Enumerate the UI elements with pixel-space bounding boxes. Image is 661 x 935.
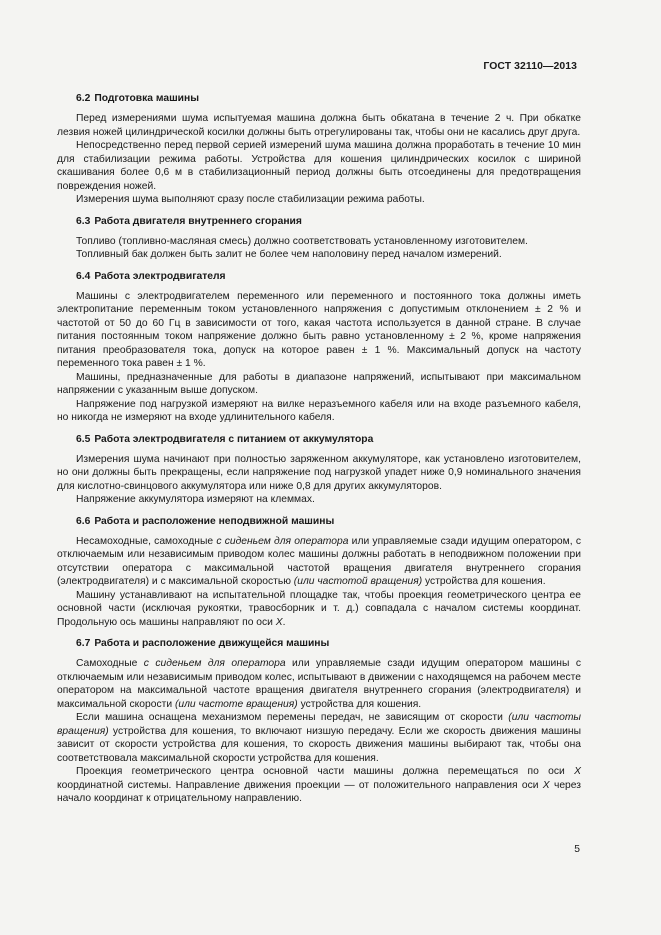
text-run: Машины с электродвигателем переменного или переменного и постоянного тока должны иметь электропитание переменным током установленного напряжения с допустимым отклонением ± 2 % и частотой от 50 до 60 Гц в зависимости от того, какая частота используется в данной стране. В случае питания постоянным током напряжение должно быть равно установленному ± 2 %, кроме напряжения питания преобразователя тока, допуск на которое равен ± 1 %. Максимальный допуск на частоту переменного тока равен ± 1 %. [57, 290, 581, 369]
text-run: Топливный бак должен быть залит не более чем наполовину перед началом измерений. [76, 249, 502, 260]
section-number: 6.4 [76, 270, 91, 282]
text-run: Машины, предназначенные для работы в диапазоне напряжений, испытывают при максимальном напряжении с указанным выше допуском. [57, 371, 581, 396]
text-run: Топливо (топливно-масляная смесь) должно соответствовать установленному изготовителем. [76, 235, 528, 247]
text-run: . [282, 616, 286, 628]
page-number: 5 [574, 844, 580, 855]
paragraph [57, 657, 581, 711]
paragraph [57, 453, 581, 494]
text-run: устройства для кошения. [297, 698, 422, 710]
text-run: Измерения шума выполняют сразу после стабилизации режима работы. [76, 194, 425, 205]
section-title [57, 637, 581, 650]
text-run: или управляемые сзади идущим оператором, с отключаемым или независимым приводом колес машины должны работать в неподвижном положении при отсутствии оператора с максимальной частотой вращения двигателя внутреннего сгорания (электродвигателя) и с максимальной скоростью [57, 535, 581, 587]
paragraph [57, 139, 581, 193]
section-title-text: Работа электродвигателя [94, 270, 226, 282]
italic-text-run: X [574, 766, 581, 777]
italic-text-run: с сиденьем для оператора [216, 535, 349, 547]
text-run: Непосредственно перед первой серией измерений шума машина должна проработать в течение 10 мин для стабилизации режима работы. Устройства для кошения цилиндрических косилок с шириной скашивания более 0,6 м в стабилизационный период должны быть отсоединены для предотвращения повреждения ножей. [57, 140, 581, 192]
paragraph [57, 235, 581, 249]
section-number: 6.7 [76, 638, 91, 649]
italic-text-run: (или частоте вращения) [174, 698, 298, 710]
text-run: Самоходные [76, 658, 144, 669]
section-6-2 [57, 92, 581, 207]
section-number: 6.5 [76, 433, 91, 445]
section-6-5 [57, 433, 581, 507]
text-run: координатной системы. Направление движения проекции — от положительного направления оси [57, 779, 543, 791]
section-title [57, 270, 581, 283]
section-title [57, 215, 581, 228]
text-run: Измерения шума начинают при полностью заряженном аккумуляторе, как установлено изготовителем, но они должны быть прекращены, если напряжение под нагрузкой упадет ниже 0,9 номинального значения для кислотно-свинцового аккумулятора или ниже 0,8 для других аккумуляторов. [57, 453, 581, 492]
section-title-text: Работа электродвигателя с питанием от аккумулятора [94, 433, 374, 445]
paragraph [57, 535, 581, 589]
paragraph [57, 398, 581, 425]
italic-text-run: с сиденьем для оператора [143, 658, 286, 669]
section-title-text: Подготовка машины [94, 93, 200, 104]
section-number: 6.2 [76, 93, 91, 104]
text-run: Несамоходные, самоходные [76, 535, 217, 547]
italic-text-run: (или частотой вращения) [293, 576, 423, 587]
document-body [57, 92, 581, 814]
paragraph [57, 493, 581, 507]
paragraph [57, 711, 581, 765]
text-run: Машину устанавливают на испытательной площадке так, чтобы проекция геометрического центра ее основной части (исключая рукоятки, травосборник и т. д.) совпадала с началом системы координат. Продольную ось машины направляют по оси [57, 589, 581, 628]
section-title-text: Работа и расположение неподвижной машины [94, 515, 335, 527]
paragraph [57, 589, 581, 630]
italic-text-run: (или частоты вращения) [57, 712, 581, 737]
text-run: через начало координат к отрицательному направлению. [57, 779, 581, 804]
text-run: устройства для кошения, то включают низшую передачу. Если же скорость движения машины зависит от скорости устройства для кошения, то скорость движения машины выбирают так, чтобы она соответствовала максимальной скорости устройства для кошения. [57, 725, 581, 764]
section-title [57, 433, 581, 446]
text-run: Напряжение под нагрузкой измеряют на вилке неразъемного кабеля или на входе разъемного кабеля, но никогда не измеряют на входе удлинительного кабеля. [57, 398, 581, 423]
paragraph [57, 371, 581, 398]
text-run: устройства для кошения. [422, 576, 546, 587]
section-6-4 [57, 270, 581, 425]
section-title [57, 92, 581, 105]
paragraph [57, 290, 581, 371]
text-run: Перед измерениями шума испытуемая машина должна быть обкатана в течение 2 ч. При обкатке лезвия ножей цилиндрической косилки должны быть отрегулированы так, чтобы они не касались друг друга. [57, 113, 581, 138]
italic-text-run: X [275, 616, 283, 628]
section-6-3 [57, 215, 581, 262]
section-6-7 [57, 637, 581, 806]
standard-header: ГОСТ 32110—2013 [483, 61, 577, 72]
text-run: Проекция геометрического центра основной части машины должна перемещаться по оси [76, 766, 575, 777]
section-title-text: Работа и расположение движущейся машины [94, 638, 330, 649]
section-title [57, 515, 581, 528]
text-run: или управляемые сзади идущим оператором машины с отключаемым или независимым приводом колес, испытывают в движении с находящемся на рабочем месте оператором на максимальной частоте вращения двигателя внутреннего сгорания (электродвигателя) и максимальной скорости [57, 658, 582, 710]
text-run: Если машина оснащена механизмом перемены передач, не зависящим от скорости [76, 712, 509, 723]
paragraph [57, 765, 581, 806]
text-run: Напряжение аккумулятора измеряют на клеммах. [76, 494, 315, 505]
section-number: 6.6 [76, 515, 91, 527]
section-number: 6.3 [76, 215, 91, 227]
section-6-6 [57, 515, 581, 630]
paragraph [57, 248, 581, 262]
section-title-text: Работа двигателя внутреннего сгорания [94, 215, 302, 227]
italic-text-run: X [542, 779, 550, 791]
paragraph [57, 193, 581, 207]
paragraph [57, 112, 581, 139]
